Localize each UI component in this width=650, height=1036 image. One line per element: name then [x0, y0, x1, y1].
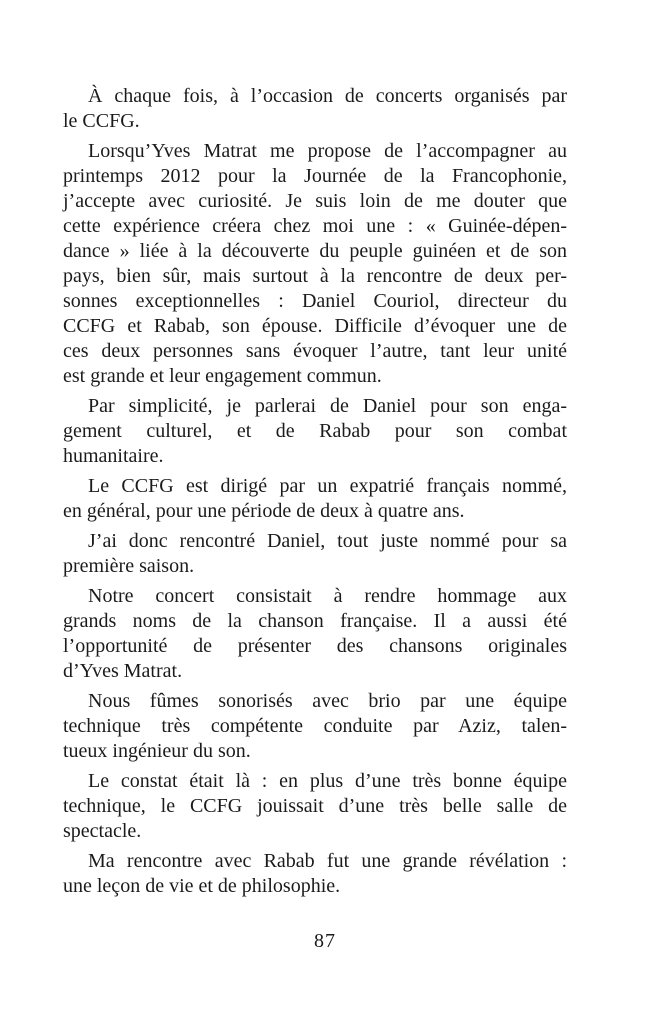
- paragraph: [63, 584, 567, 684]
- text-line: cette expérience créera chez moi une : « Guinée-dépen-: [63, 215, 567, 237]
- text-line: technique, le CCFG jouissait d’une très belle salle de: [63, 795, 567, 817]
- text-line: première saison.: [63, 555, 195, 577]
- paragraph: [63, 769, 567, 844]
- text-block: [63, 84, 567, 904]
- text-line: Le constat était là : en plus d’une très bonne équipe: [88, 770, 567, 792]
- paragraph: [63, 84, 567, 134]
- text-line: dance » liée à la découverte du peuple guinéen et de son: [63, 240, 567, 262]
- paragraph: [63, 689, 567, 764]
- text-line: l’opportunité de présenter des chansons originales: [63, 635, 567, 657]
- text-line: j’accepte avec curiosité. Je suis loin de me douter que: [63, 190, 567, 212]
- text-line: J’ai donc rencontré Daniel, tout juste nommé pour sa: [88, 530, 567, 552]
- text-line: Nous fûmes sonorisés avec brio par une équipe: [88, 690, 567, 712]
- text-line: Le CCFG est dirigé par un expatrié français nommé,: [88, 475, 567, 497]
- text-line: gement culturel, et de Rabab pour son combat: [63, 420, 567, 442]
- text-line: tueux ingénieur du son.: [63, 740, 251, 762]
- paragraph: [63, 529, 567, 579]
- text-line: Lorsqu’Yves Matrat me propose de l’accompagner au: [88, 140, 567, 162]
- text-line: sonnes exceptionnelles : Daniel Couriol, directeur du: [63, 290, 567, 312]
- paragraph: [63, 474, 567, 524]
- text-line: humanitaire.: [63, 445, 164, 467]
- paragraph: [63, 394, 567, 469]
- paragraph: [63, 139, 567, 389]
- text-line: Notre concert consistait à rendre hommage aux: [88, 585, 567, 607]
- text-line: Par simplicité, je parlerai de Daniel pour son enga-: [88, 395, 567, 417]
- text-line: le CCFG.: [63, 110, 140, 132]
- text-line: d’Yves Matrat.: [63, 660, 183, 682]
- text-line: À chaque fois, à l’occasion de concerts organisés par: [88, 85, 567, 107]
- text-line: en général, pour une période de deux à quatre ans.: [63, 500, 465, 522]
- text-line: spectacle.: [63, 820, 142, 842]
- page-number: 87: [314, 930, 336, 952]
- paragraph: [63, 849, 567, 899]
- text-line: Ma rencontre avec Rabab fut une grande révélation :: [88, 850, 567, 872]
- text-line: ces deux personnes sans évoquer l’autre, tant leur unité: [63, 340, 567, 362]
- text-line: est grande et leur engagement commun.: [63, 365, 382, 387]
- text-line: printemps 2012 pour la Journée de la Francophonie,: [63, 165, 567, 187]
- text-line: CCFG et Rabab, son épouse. Difficile d’évoquer une de: [63, 315, 567, 337]
- text-line: une leçon de vie et de philosophie.: [63, 875, 341, 897]
- text-line: grands noms de la chanson française. Il a aussi été: [63, 610, 567, 632]
- text-line: technique très compétente conduite par Aziz, talen-: [63, 715, 567, 737]
- text-line: pays, bien sûr, mais surtout à la rencontre de deux per-: [63, 265, 567, 287]
